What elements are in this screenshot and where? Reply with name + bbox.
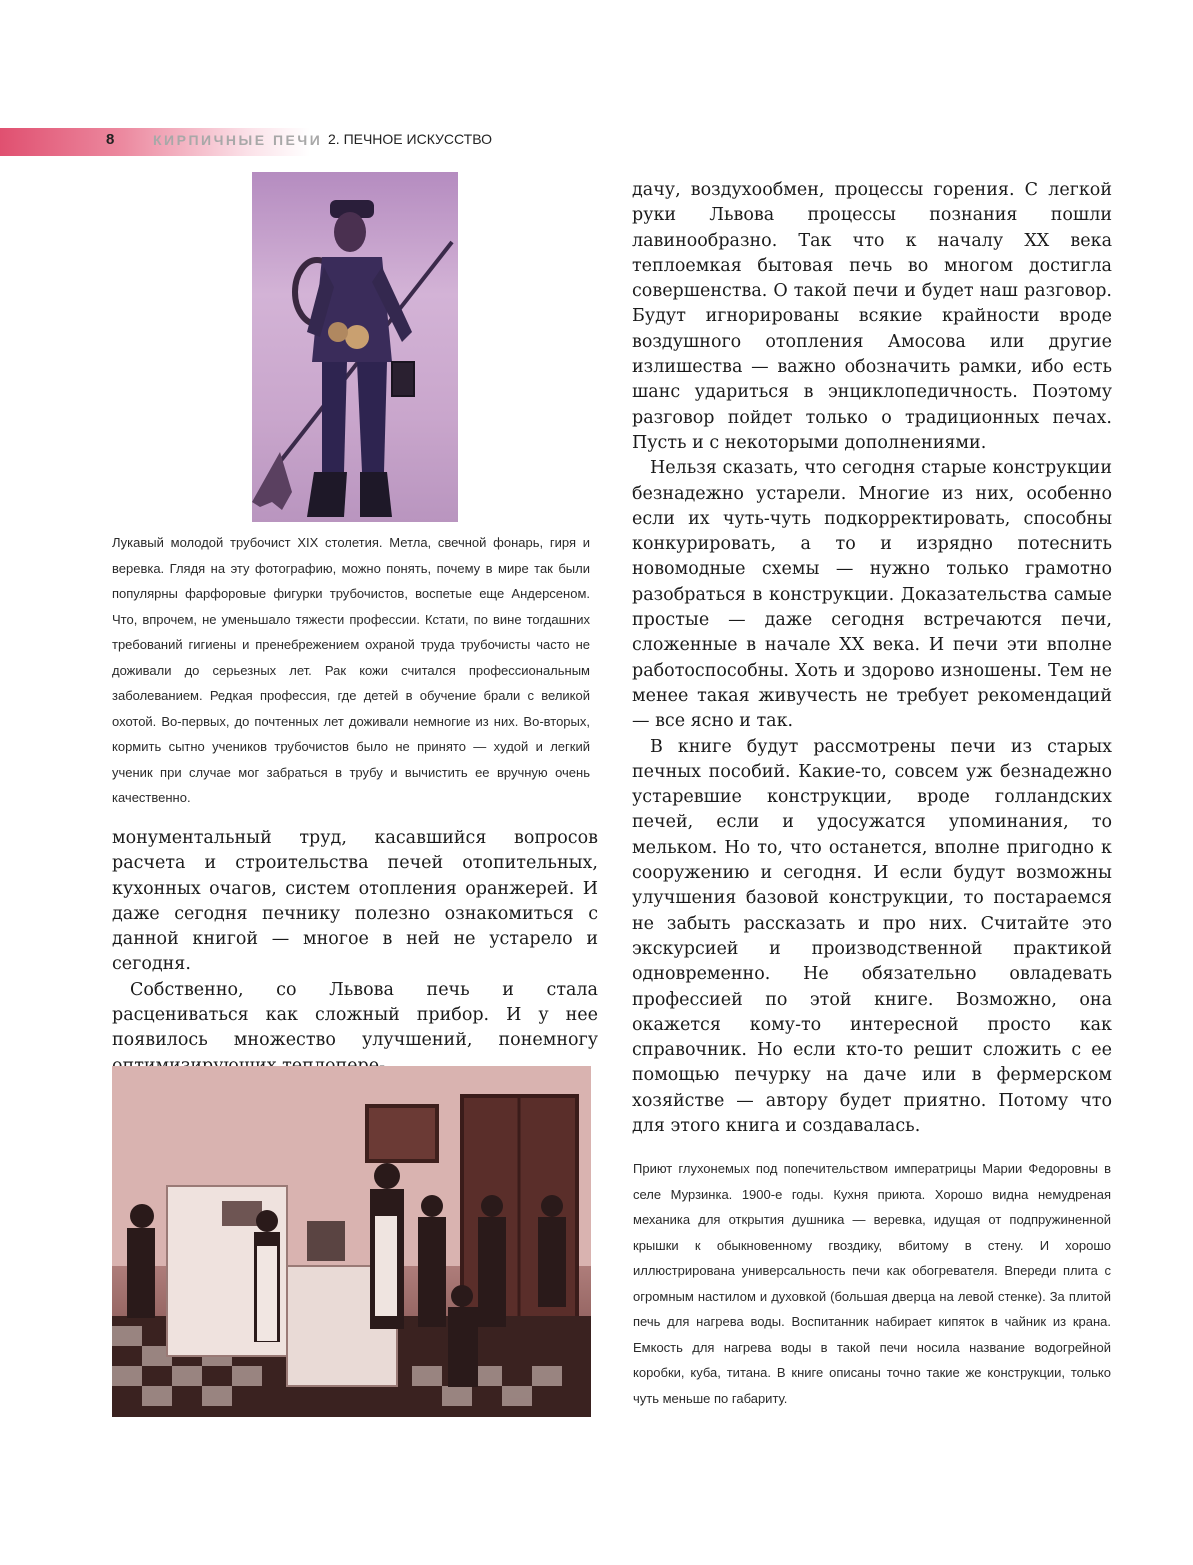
chapter-title: 2. ПЕЧНОЕ ИСКУССТВО — [328, 131, 492, 147]
page-number: 8 — [106, 131, 115, 148]
book-title: КИРПИЧНЫЕ ПЕЧИ — [153, 132, 323, 148]
kitchen-scene — [112, 1066, 591, 1417]
right-column — [632, 178, 1112, 1139]
chimney-sweep-figure — [252, 172, 458, 522]
figure-2-caption: Приют глухонемых под попечительством императрицы Марии Федоровны в селе Мурзинка. 1900-е годы. Кухня приюта. Хорошо видна немудреная механика для открытия душника — веревка, идущая от подпружиненной крышки к обыкновенному гвоздику, вбитому в стену. И хорошо иллюстрирована универсальность печи как обогревателя. Впереди плита с огромным настилом и духовкой (большая дверца на левой стенке). За плитой печь для нагрева воды. Воспитанник набирает кипяток в чайник из крана. Емкость для нагрева воды в такой печи носила название водогрейной коробки, куба, титана. В книге описаны точно такие же конструкции, только чуть меньше по габариту. — [633, 1161, 1111, 1406]
paragraph: дачу, воздухообмен, процессы горения. С легкой руки Львова процессы познания пошли лавинообразно. Так что к началу XX века теплоемкая бытовая печь во многом достигла совершенства. О такой печи и будет наш разговор. Будут игнорированы всякие крайности вроде воздушного отопления Амосова или другие излишества — важно обозначить рамки, ибо есть шанс удариться в энциклопедичность. Поэтому разговор пойдет только о традиционных печах. Пусть и с некоторыми дополнениями. — [632, 180, 1112, 453]
paragraph: В книге будут рассмотрены печи из старых печных пособий. Какие-то, совсем уж безнадежно устаревшие конструкции, вроде голландских печей, если и удосужатся упоминания, то мельком. Но то, что останется, вполне пригодно к сооружению и сегодня. И если будут возможны улучшения базовой конструкции, то постараемся не забыть рассказать и про них. Считайте это экскурсией и производственной практикой одновременно. Не обязательно овладевать профессией по этой книге. Возможно, она окажется кому-то интересной просто как справочник. Но если кто-то решит сложить с ее помощью печурку на даче или в фермерском хозяйстве — автору будет приятно. Потому что для этого книга и создавалась. — [632, 736, 1112, 1136]
paragraph: монументальный труд, касавшийся вопросов расчета и строительства печей отопительных, кухонных очагов, систем отопления оранжерей. И даже сегодня печнику полезно ознакомиться с данной книгой — многое в ней не устарело и сегодня. — [112, 828, 598, 975]
left-column — [112, 826, 598, 1079]
kitchen-photo — [112, 1066, 591, 1417]
paragraph: Собственно, со Львова печь и стала расцениваться как сложный прибор. И у нее появилось множество улучшений, понемногу — [112, 979, 598, 1051]
chimney-sweep-photo — [252, 172, 458, 522]
figure-1-caption: Лукавый молодой трубочист XIX столетия. Метла, свечной фонарь, гиря и веревка. Глядя на эту фотографию, можно понять, почему в мире так были популярны фарфоровые фигурки трубочистов, воспетые еще Андерсеном. Что, впрочем, не уменьшало тяжести профессии. Кстати, по вине тогдашних требований гигиены и пренебрежением охраной труда трубочисты часто не доживали до серьезных лет. Рак кожи считался профессиональным заболеванием. Редкая профессия, где детей в обучение брали с великой охотой. Во-первых, до почтенных лет доживали немногие из них. Во-вторых, кормить сытно учеников трубочистов было не принято — худой и легкий ученик при случае мог забраться в трубу и вычистить ее вручную очень качественно. — [112, 535, 590, 805]
paragraph: Нельзя сказать, что сегодня старые конструкции безнадежно устарели. Многие из них, особенно если их чуть-чуть подкорректировать, способны конкурировать, а то и изрядно потеснить новомодные схемы — нужно только грамотно разобраться в конструкции. Доказательства самые простые — даже сегодня встречаются печи, сложенные в начале XX века. И печи эти вполне работоспособны. Хоть и здорово изношены. Тем не менее такая живучесть не требует рекомендаций — все ясно и так. — [632, 458, 1112, 732]
